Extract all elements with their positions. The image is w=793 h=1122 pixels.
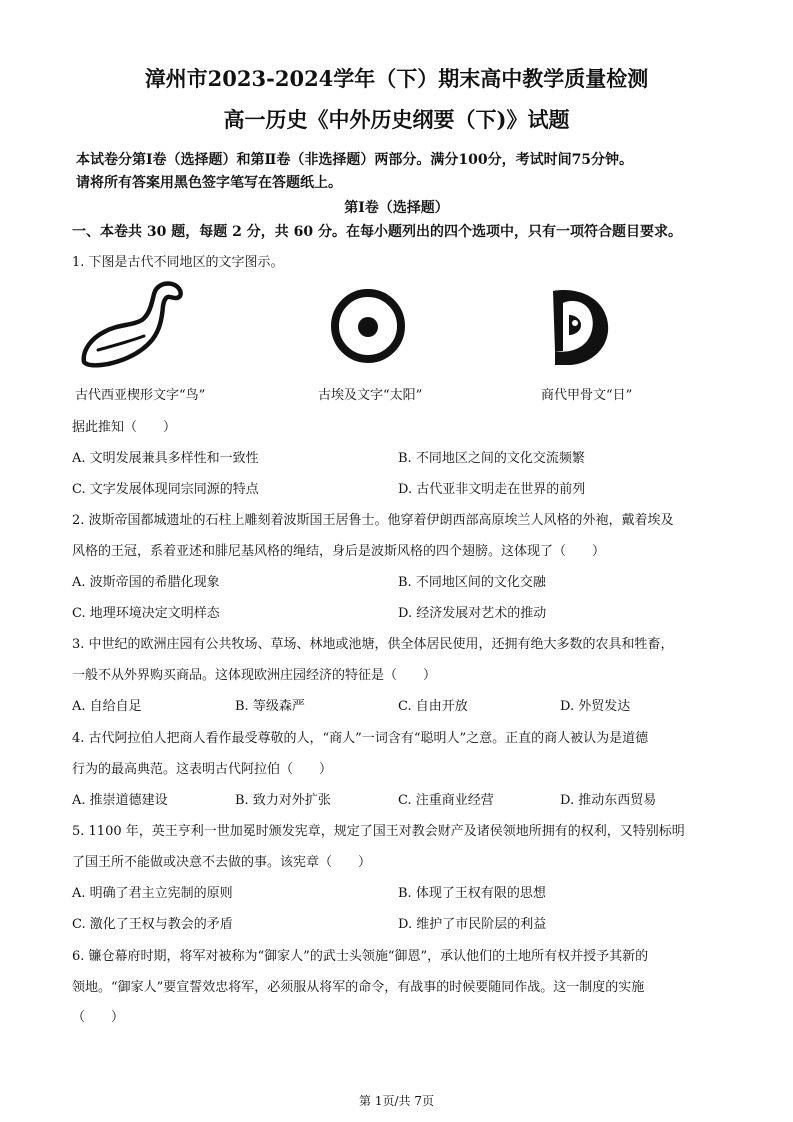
q6-stem-line-1: 6. 镰仓幕府时期，将军对被称为“御家人”的武士头领施“御恩”，承认他们的土地所有权并授予其新的	[72, 949, 649, 964]
q1-option-b[interactable]: B. 不同地区之间的文化交流频繁	[398, 451, 585, 466]
exam-title: 漳州市2023-2024学年（下）期末高中教学质量检测	[144, 66, 649, 91]
q5-option-d[interactable]: D. 维护了市民阶层的利益	[398, 917, 547, 932]
q1-stem: 1. 下图是古代不同地区的文字图示。	[72, 255, 284, 270]
intro-line-1: 本试卷分第Ⅰ卷（选择题）和第Ⅱ卷（非选择题）两部分。满分100分，考试时间75分钟。	[76, 152, 634, 168]
q5-option-b[interactable]: B. 体现了王权有限的思想	[398, 886, 546, 901]
q5-stem-line-1: 5. 1100 年，英王亨利一世加冕时颁发宪章，规定了国王对教会财产及诸侯领地所拥有的权利，又特别标明	[72, 824, 685, 839]
q4-option-b[interactable]: B. 致力对外扩张	[235, 793, 331, 808]
bird-glyph-icon	[78, 280, 188, 372]
q4-option-c[interactable]: C. 注重商业经营	[398, 793, 494, 808]
q1-caption-bird: 古代西亚楔形文字“鸟”	[75, 388, 206, 403]
exam-subtitle: 高一历史《中外历史纲要（下)》试题	[223, 107, 570, 132]
q2-stem-line-2: 风格的王冠，系着亚述和腓尼基风格的绳结，身后是波斯风格的四个翅膀。这体现了（ ）	[72, 544, 606, 559]
q3-option-c[interactable]: C. 自由开放	[398, 699, 468, 714]
q5-stem-line-2: 了国王所不能做或决意不去做的事。该宪章（ ）	[72, 855, 372, 870]
q1-option-d[interactable]: D. 古代亚非文明走在世界的前列	[398, 482, 586, 497]
q3-stem-line-2: 一般不从外界购买商品。这体现欧洲庄园经济的特征是（ ）	[72, 668, 437, 683]
oracle-sun-glyph-icon	[545, 285, 615, 369]
q2-option-c[interactable]: C. 地理环境决定文明样态	[72, 606, 220, 621]
q5-option-c[interactable]: C. 激化了王权与教会的矛盾	[72, 917, 233, 932]
q4-option-a[interactable]: A. 推崇道德建设	[72, 793, 168, 808]
q1-option-c[interactable]: C. 文字发展体现同宗同源的特点	[72, 482, 259, 497]
q3-option-b[interactable]: B. 等级森严	[235, 699, 305, 714]
q4-option-d[interactable]: D. 推动东西贸易	[560, 793, 657, 808]
q2-option-a[interactable]: A. 波斯帝国的希腊化现象	[72, 575, 220, 590]
q1-prompt: 据此推知（ ）	[72, 420, 177, 435]
q1-caption-oracle: 商代甲骨文“日”	[541, 388, 633, 403]
q1-caption-sun: 古埃及文字“太阳”	[318, 388, 423, 403]
section-instruction: 一、本卷共 30 题，每题 2 分，共 60 分。在每小题列出的四个选项中，只有一项符合题目要求。	[72, 224, 682, 240]
q3-option-a[interactable]: A. 自给自足	[72, 699, 142, 714]
intro-line-2: 请将所有答案用黑色签字笔写在答题纸上。	[76, 175, 342, 191]
q3-stem-line-1: 3. 中世纪的欧洲庄园有公共牧场、草场、林地或池塘，供全体居民使用，还拥有绝大多数的农具和牲畜，	[72, 637, 674, 652]
q2-option-d[interactable]: D. 经济发展对艺术的推动	[398, 606, 547, 621]
q6-stem-line-3: （ ）	[72, 1010, 125, 1025]
page-number: 第 1页/共 7页	[359, 1094, 434, 1108]
q6-stem-line-2: 领地。“御家人”要宣誓效忠将军，必须服从将军的命令，有战事的时候要随同作战。这一制度的实施	[72, 980, 645, 995]
q3-option-d[interactable]: D. 外贸发达	[560, 699, 631, 714]
q1-option-a[interactable]: A. 文明发展兼具多样性和一致性	[72, 451, 259, 466]
q2-option-b[interactable]: B. 不同地区间的文化交融	[398, 575, 546, 590]
q5-option-a[interactable]: A. 明确了君主立宪制的原则	[72, 886, 233, 901]
q4-stem-line-2: 行为的最高典范。这表明古代阿拉伯（ ）	[72, 762, 333, 777]
sun-glyph-icon	[328, 286, 408, 366]
q4-stem-line-1: 4. 古代阿拉伯人把商人看作最受尊敬的人，“商人”一词含有“聪明人”之意。正直的商人被认为是道德	[72, 731, 649, 746]
q2-stem-line-1: 2. 波斯帝国都城遗址的石柱上雕刻着波斯国王居鲁士。他穿着伊朗西部高原埃兰人风格的外袍，戴着埃及	[72, 513, 674, 528]
section-title: 第Ⅰ卷（选择题）	[344, 200, 449, 216]
